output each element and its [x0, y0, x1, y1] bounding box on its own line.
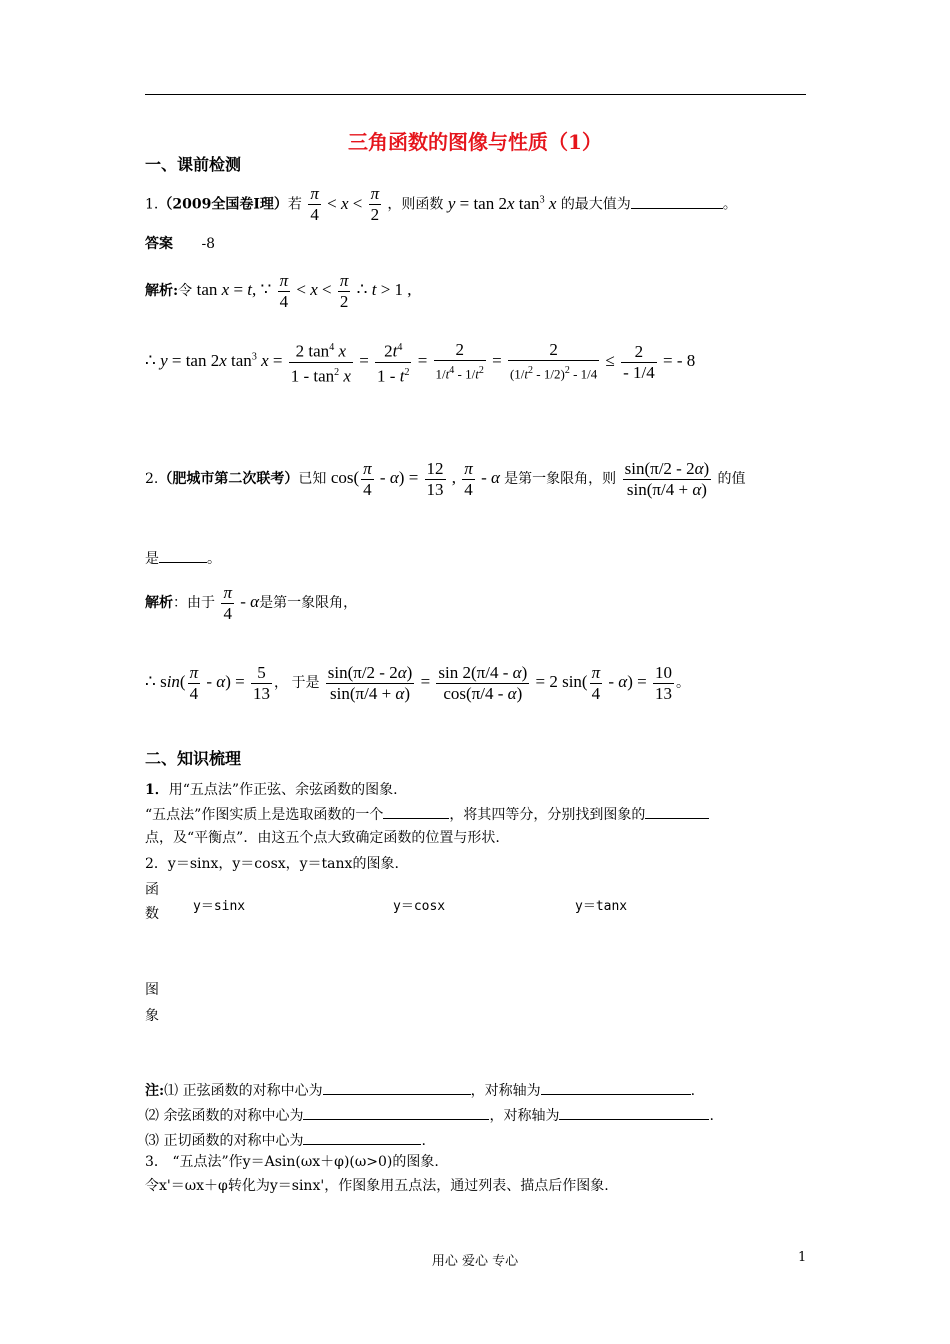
question-number: 2. [145, 471, 159, 487]
text-run: 是第一象限角，则 [504, 471, 617, 487]
question-source: （2009全国卷Ⅰ理） [158, 196, 288, 213]
knowledge-1-line-2 [145, 804, 709, 825]
text-run: 。 [722, 196, 737, 213]
text-run: 的最大值为 [560, 196, 631, 213]
answer-value: -8 [201, 236, 216, 252]
math-substitution: tan x = t, ∵ $\frac{\pi}{4}$ < x < $\frac{\pi}{2}$ ∴ t > 1 , [196, 270, 412, 311]
text-run: 的值 [717, 471, 746, 487]
knowledge-1-line-3: 点，及“平衡点”．由这五个点大致确定函数的位置与形状. [145, 830, 500, 846]
text-run: 1． [145, 782, 169, 798]
text-run: 。 [207, 551, 221, 567]
solution-2-line-2: ∴ sin( $\frac{\pi}{4}$ - α) = $\frac{5}{13}$ ， 于是 $\frac{\sin(\pi/2 - 2\alpha)}{\sin(\pi/4 + \alpha)}$ = $\frac{\sin 2(\pi/4 - \alpha)}{\cos(\pi/4 - \alpha)}$ = 2 sin( $\frac{\pi}{4}$ - α) = $\frac{10}{13}$ 。 [145, 662, 690, 703]
text-run: 注: [145, 1083, 165, 1099]
question-1 [145, 180, 737, 225]
table-header-cos: y＝cosx [393, 899, 446, 914]
text-run: 令 [178, 283, 193, 299]
knowledge-2-line: 2．y＝sinx，y＝cosx，y＝tanx的图象. [145, 856, 399, 872]
page-number: 1 [798, 1250, 807, 1265]
answer-blank [383, 804, 449, 819]
answer-blank [541, 1080, 691, 1095]
text-run: ：由于 [173, 595, 215, 611]
solution-label: 解析 [145, 595, 173, 611]
text-run: ⑵ 余弦函数的对称中心为 [145, 1108, 304, 1124]
table-row-label-graph-a: 图 [145, 982, 159, 998]
text-run: 若 [287, 196, 302, 213]
text-run: ， 于是 [273, 676, 320, 691]
knowledge-1-line-1 [145, 780, 398, 800]
footer-motto: 用心 爱心 专心 [431, 1254, 519, 1269]
knowledge-3-line-1: 3． “五点法”作y＝Asin(ωx＋φ)(ω>0)的图象. [145, 1154, 439, 1170]
question-2-tail [145, 548, 221, 569]
math-cos-given: cos( $\frac{\pi}{4}$ - α) = $\frac{12}{13}$ , $\frac{\pi}{4}$ - α [330, 458, 500, 499]
math-ratio: $\frac{\sin(\pi/2 - 2\alpha)}{\sin(\pi/4 + \alpha)}$ [624, 458, 710, 499]
text-run: . [421, 1133, 426, 1149]
solution-2-line-1 [145, 580, 357, 625]
answer-blank [645, 804, 709, 819]
math-function: y = tan 2x $\tan^3 x$ [447, 193, 557, 213]
text-run: ，则函数 [387, 196, 444, 213]
header-rule [145, 94, 806, 95]
answer-blank [323, 1080, 471, 1095]
text-run: 。 [675, 676, 690, 691]
question-number: 1. [145, 196, 159, 213]
text-run: 已知 [298, 471, 327, 487]
table-header-sin: y＝sinx [193, 899, 246, 914]
table-row-label-function-a: 函 [145, 882, 159, 898]
solution-1-line-1 [145, 268, 412, 313]
solution-label: 解析: [145, 283, 179, 299]
text-run: ⑶ 正切函数的对称中心为 [145, 1133, 304, 1149]
answer-label: 答案 [145, 236, 173, 252]
text-run: . [709, 1108, 714, 1124]
section-heading-1: 一、课前检测 [145, 155, 242, 174]
table-row-label-function-b: 数 [145, 906, 159, 922]
text-run: ，对称轴为 [489, 1108, 560, 1124]
note-2 [145, 1105, 714, 1126]
answer-line [145, 234, 215, 254]
text-run: 用“五点法”作正弦、余弦函数的图象. [168, 782, 398, 798]
answer-blank [631, 194, 723, 209]
answer-blank [303, 1130, 421, 1145]
text-run: 是 [145, 551, 159, 567]
math-inequality: $\frac{\pi}{4}$ < x < $\frac{\pi}{2}$ [310, 184, 380, 225]
text-run: “五点法”作图实质上是选取函数的一个 [145, 807, 384, 823]
note-3 [145, 1130, 426, 1151]
question-source: （肥城市第二次联考） [158, 471, 299, 487]
section-heading-2: 二、知识梳理 [145, 749, 242, 768]
text-run: ，将其四等分，分别找到图象的 [449, 807, 646, 823]
document-title: 三角函数的图像与性质（1） [348, 130, 602, 154]
question-2 [145, 450, 745, 507]
text-run: ，对称轴为 [470, 1083, 541, 1099]
answer-blank [159, 548, 207, 563]
answer-blank [559, 1105, 709, 1120]
table-header-tan: y＝tanx [575, 899, 628, 914]
text-run: . [690, 1083, 696, 1099]
note-1 [145, 1080, 695, 1101]
text-run: 是第一象限角， [259, 595, 358, 611]
math-angle: $\frac{\pi}{4}$ - α [223, 582, 260, 623]
text-run: ⑴ 正弦函数的对称中心为 [164, 1083, 323, 1099]
solution-1-line-2: ∴ y = tan 2x $\tan^3 x$ = $\frac{2 \tan^4 x}{1 - \tan^2 x}$ = $\frac{2t^4}{1 - t^2}$ = $\frac{2}{1/t^4 - 1/t^2}$ = $\frac{2}{(1/t^2 - 1/2)^2 - 1/4}$ ≤ $\frac{2}{- 1/4}$ = - 8 [145, 339, 696, 386]
knowledge-3-line-2: 令x'＝ωx＋φ转化为y＝sinx'，作图象用五点法，通过列表、描点后作图象. [145, 1178, 609, 1194]
table-row-label-graph-b: 象 [145, 1008, 159, 1024]
answer-blank [303, 1105, 489, 1120]
